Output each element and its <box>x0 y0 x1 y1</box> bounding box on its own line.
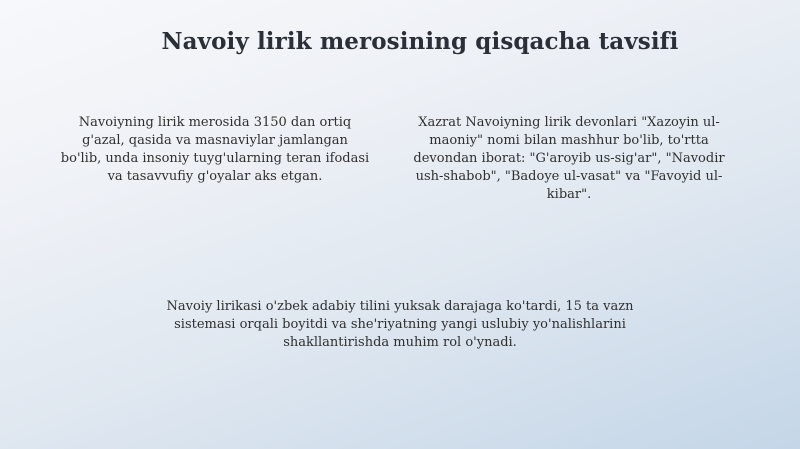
paragraph-divans: Xazrat Navoiyning lirik devonlari "Xazoyin ul-maoniy" nomi bilan mashhur bo'lib, to'rtta devondan iborat: "G'aroyib us-sig'ar", "Navodir ush-shabob", "Badoye ul-vasat" va "Favoyid ul-kibar". <box>413 115 725 202</box>
slide-title: Navoiy lirik merosining qisqacha tavsifi <box>161 28 679 55</box>
paragraph-language-impact: Navoiy lirikasi o'zbek adabiy tilini yuksak darajaga ko'tardi, 15 ta vazn sistemasi orqali boyitdi va she'riyatning yangi uslubiy yo'nalishlarini shakllantirishda muhim rol o'ynadi. <box>166 299 634 350</box>
paragraph-lyric-heritage: Navoiyning lirik merosida 3150 dan ortiq g'azal, qasida va masnaviylar jamlangan bo'lib, unda insoniy tuyg'ularning teran ifodasi va tasavvufiy g'oyalar aks etgan. <box>60 115 370 184</box>
